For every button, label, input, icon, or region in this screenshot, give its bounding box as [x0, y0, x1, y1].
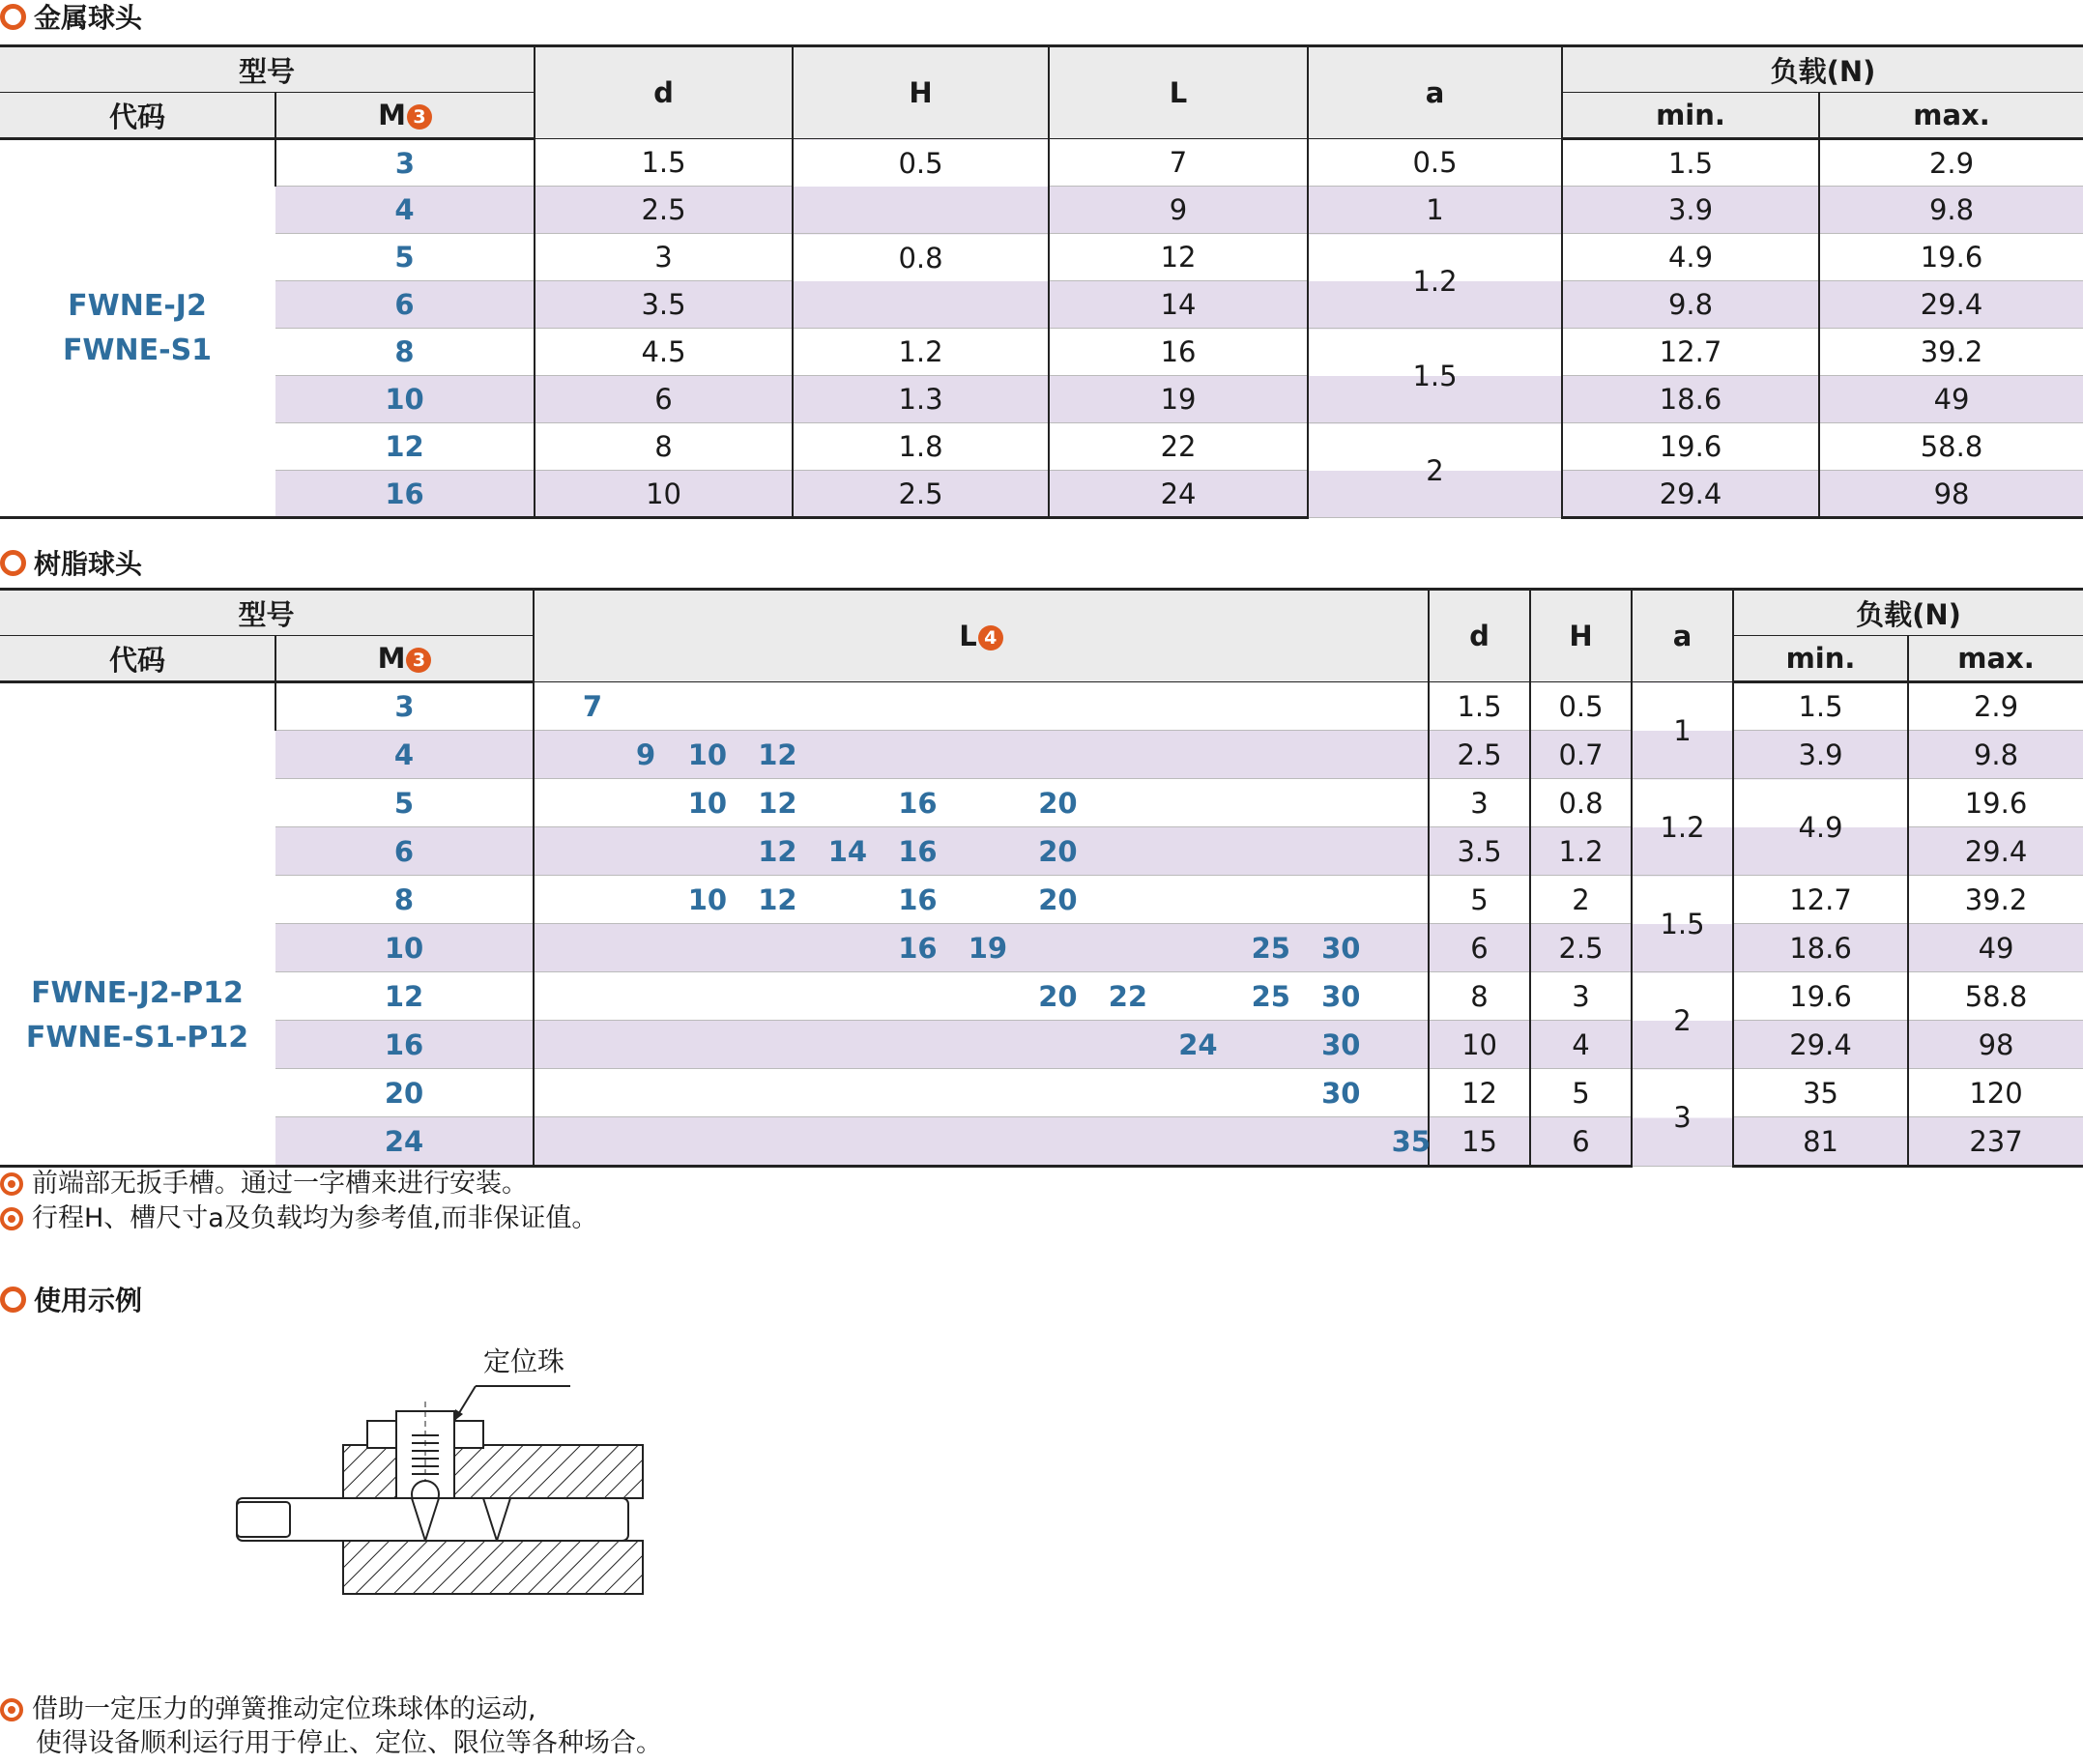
- note-2-text: 行程H、槽尺寸a及负载均为参考值,而非保证值。: [32, 1203, 598, 1233]
- table-row: [0, 1117, 2083, 1167]
- table-row: [0, 139, 2083, 187]
- cell-min: 1.5: [1562, 139, 1819, 187]
- header-model: 型号: [0, 590, 534, 636]
- table-row: [0, 234, 2083, 281]
- L-value: 12: [758, 834, 797, 868]
- header-d: d: [535, 46, 793, 139]
- table-row: [0, 1069, 2083, 1117]
- cell-H: 0.5: [793, 139, 1049, 234]
- target-bullet-icon: [0, 1698, 23, 1721]
- L-value: 16: [898, 786, 938, 820]
- cell-min: 1.5: [1733, 682, 1908, 731]
- header-a: a: [1308, 46, 1562, 139]
- L-value: 10: [687, 786, 728, 820]
- cell-m: 8: [275, 329, 535, 376]
- resin-ball-spec-table: [0, 588, 2083, 1168]
- cell-m: 3: [275, 682, 534, 731]
- header-H: H: [793, 46, 1049, 139]
- L-value: 14: [827, 834, 868, 868]
- circle-bullet-icon: [0, 4, 26, 30]
- cell-a: 2: [1632, 972, 1733, 1069]
- cell-d: 6: [535, 376, 793, 423]
- bottom-note-1: [0, 1693, 536, 1726]
- cell-min: 19.6: [1562, 423, 1819, 471]
- L-value: 30: [1321, 979, 1361, 1013]
- cell-L-values: [534, 1069, 1429, 1117]
- cell-H: 1.2: [1530, 827, 1632, 876]
- model-code: FWNE-J2: [68, 288, 207, 323]
- cell-max: 2.9: [1819, 139, 2083, 187]
- cell-L-values: [534, 924, 1429, 972]
- L-value: 12: [758, 882, 797, 916]
- cell-max: 237: [1908, 1117, 2083, 1167]
- cell-min: 19.6: [1733, 972, 1908, 1021]
- cell-d: 3: [535, 234, 793, 281]
- cell-m: 24: [275, 1117, 534, 1167]
- cell-a: 1.5: [1308, 329, 1562, 423]
- cell-d: 4.5: [535, 329, 793, 376]
- usage-section-title: [0, 1283, 142, 1316]
- usage-example-diagram: [222, 1344, 657, 1614]
- cell-H: 0.5: [1530, 682, 1632, 731]
- cell-a: 1.2: [1632, 779, 1733, 876]
- cell-L: 19: [1049, 376, 1308, 423]
- cell-L-values: [534, 682, 1429, 731]
- diagram-label: 定位珠: [483, 1345, 565, 1377]
- header-load: 负载(N): [1733, 590, 2083, 636]
- cell-min: 29.4: [1733, 1021, 1908, 1069]
- cell-d: 6: [1429, 924, 1530, 972]
- cell-min: 3.9: [1733, 731, 1908, 779]
- cell-H: 3: [1530, 972, 1632, 1021]
- cell-H: 0.7: [1530, 731, 1632, 779]
- cell-H: 6: [1530, 1117, 1632, 1167]
- cell-max: 49: [1819, 376, 2083, 423]
- cell-L-values: [534, 827, 1429, 876]
- table-row: [0, 972, 2083, 1021]
- cell-max: 39.2: [1908, 876, 2083, 924]
- target-bullet-icon: [0, 1207, 23, 1230]
- table-row: [0, 329, 2083, 376]
- model-code: FWNE-J2-P12: [31, 976, 244, 1010]
- cell-max: 120: [1908, 1069, 2083, 1117]
- cell-d: 3.5: [535, 281, 793, 329]
- L-value: 20: [1038, 786, 1078, 820]
- cell-m: 10: [275, 376, 535, 423]
- cell-d: 15: [1429, 1117, 1530, 1167]
- header-model: 型号: [0, 46, 535, 93]
- cell-m: 5: [275, 234, 535, 281]
- L-value: 12: [758, 737, 797, 771]
- cell-L: 24: [1049, 471, 1308, 518]
- L-value: 16: [898, 882, 938, 916]
- cell-L: 22: [1049, 423, 1308, 471]
- cell-H: 0.8: [793, 234, 1049, 329]
- note-1: [0, 1168, 528, 1200]
- cell-m: 6: [275, 281, 535, 329]
- table-row: [0, 471, 2083, 518]
- header-L: L: [1049, 46, 1308, 139]
- header-load: 负载(N): [1562, 46, 2083, 93]
- cell-H: 5: [1530, 1069, 1632, 1117]
- usage-section-title-text: 使用示例: [34, 1285, 143, 1316]
- L-value: 9: [636, 737, 656, 771]
- note-1-text: 前端部无扳手槽。通过一字槽来进行安装。: [32, 1169, 528, 1199]
- cell-m: 20: [275, 1069, 534, 1117]
- cell-a: 0.5: [1308, 139, 1562, 187]
- cell-L: 9: [1049, 187, 1308, 234]
- header-m: M 3: [275, 93, 535, 139]
- L-value: 20: [1038, 882, 1078, 916]
- cell-max: 98: [1819, 471, 2083, 518]
- cell-max: 98: [1908, 1021, 2083, 1069]
- cell-min: 29.4: [1562, 471, 1819, 518]
- cell-m: 16: [275, 471, 535, 518]
- note-2: [0, 1202, 597, 1235]
- cell-d: 1.5: [1429, 682, 1530, 731]
- cell-max: 29.4: [1819, 281, 2083, 329]
- target-bullet-icon: [0, 1172, 23, 1196]
- cell-L: 12: [1049, 234, 1308, 281]
- header-max: max.: [1908, 636, 2083, 682]
- cell-min: 81: [1733, 1117, 1908, 1167]
- table-row: [0, 423, 2083, 471]
- model-code: FWNE-S1: [62, 333, 213, 367]
- metal-ball-spec-table: [0, 44, 2083, 519]
- resin-section-title-text: 树脂球头: [34, 548, 143, 580]
- header-min: min.: [1562, 93, 1819, 139]
- cell-a: 1: [1308, 187, 1562, 234]
- cell-max: 9.8: [1908, 731, 2083, 779]
- cell-H: 2: [1530, 876, 1632, 924]
- L-value: 16: [898, 931, 938, 965]
- L-value: 7: [582, 689, 603, 723]
- header-max: max.: [1819, 93, 2083, 139]
- cell-m: 12: [275, 423, 535, 471]
- header-a: a: [1632, 590, 1733, 682]
- metal-section-title: [0, 0, 142, 33]
- cell-L: 14: [1049, 281, 1308, 329]
- resin-section-title: [0, 546, 142, 579]
- cell-min: 18.6: [1562, 376, 1819, 423]
- L-value: 24: [1178, 1027, 1218, 1061]
- cell-a: 1.5: [1632, 876, 1733, 972]
- metal-section-title-text: 金属球头: [34, 2, 143, 34]
- bottom-note-1-text: 借助一定压力的弹簧推动定位珠球体的运动,: [32, 1694, 536, 1724]
- cell-max: 58.8: [1819, 423, 2083, 471]
- cell-d: 3.5: [1429, 827, 1530, 876]
- cell-max: 2.9: [1908, 682, 2083, 731]
- cell-min: 9.8: [1562, 281, 1819, 329]
- cell-max: 58.8: [1908, 972, 2083, 1021]
- L-value: 19: [968, 931, 1008, 965]
- model-code-cell: [0, 682, 275, 1167]
- cell-d: 5: [1429, 876, 1530, 924]
- table-row: [0, 876, 2083, 924]
- cell-max: 19.6: [1908, 779, 2083, 827]
- cell-m: 10: [275, 924, 534, 972]
- cell-H: 1.8: [793, 423, 1049, 471]
- cell-L-values: [534, 972, 1429, 1021]
- cell-m: 5: [275, 779, 534, 827]
- header-code: 代码: [0, 636, 275, 682]
- cell-min: 18.6: [1733, 924, 1908, 972]
- header-min: min.: [1733, 636, 1908, 682]
- table-row: [0, 924, 2083, 972]
- cell-d: 12: [1429, 1069, 1530, 1117]
- cell-H: 2.5: [793, 471, 1049, 518]
- table-row: [0, 779, 2083, 827]
- note-4-badge: 4: [978, 625, 1003, 651]
- cell-H: 0.8: [1530, 779, 1632, 827]
- L-value: 16: [898, 834, 938, 868]
- L-value: 20: [1038, 834, 1078, 868]
- bottom-note-2-text: 使得设备顺利运行用于停止、定位、限位等各种场合。: [36, 1728, 662, 1758]
- cell-d: 8: [535, 423, 793, 471]
- cell-min: 4.9: [1562, 234, 1819, 281]
- note-3-badge: 3: [406, 648, 431, 673]
- header-d: d: [1429, 590, 1530, 682]
- cell-d: 8: [1429, 972, 1530, 1021]
- cell-min: 12.7: [1562, 329, 1819, 376]
- header-H: H: [1530, 590, 1632, 682]
- cell-min: 12.7: [1733, 876, 1908, 924]
- L-value: 22: [1108, 979, 1148, 1013]
- cell-a: 1: [1632, 682, 1733, 779]
- cell-max: 29.4: [1908, 827, 2083, 876]
- cell-m: 16: [275, 1021, 534, 1069]
- cell-H: 1.3: [793, 376, 1049, 423]
- L-value: 30: [1321, 1076, 1361, 1110]
- table-row: [0, 1021, 2083, 1069]
- cell-H: 2.5: [1530, 924, 1632, 972]
- header-L: L 4: [534, 590, 1429, 682]
- L-value: 10: [687, 737, 728, 771]
- cell-max: 19.6: [1819, 234, 2083, 281]
- cell-m: 4: [275, 731, 534, 779]
- circle-bullet-icon: [0, 1287, 26, 1313]
- L-value: 25: [1251, 931, 1290, 965]
- cell-d: 10: [1429, 1021, 1530, 1069]
- cell-min: 3.9: [1562, 187, 1819, 234]
- cell-L-values: [534, 1021, 1429, 1069]
- circle-bullet-icon: [0, 550, 26, 576]
- cell-H: 4: [1530, 1021, 1632, 1069]
- cell-d: 2.5: [1429, 731, 1530, 779]
- model-code-cell: [0, 139, 275, 518]
- L-value: 30: [1321, 1027, 1361, 1061]
- note-3-badge: 3: [407, 104, 432, 130]
- cell-max: 49: [1908, 924, 2083, 972]
- table-row: [0, 682, 2083, 731]
- cell-m: 4: [275, 187, 535, 234]
- cell-L-values: [534, 731, 1429, 779]
- cell-d: 1.5: [535, 139, 793, 187]
- cell-H: 1.2: [793, 329, 1049, 376]
- cell-d: 2.5: [535, 187, 793, 234]
- cell-m: 8: [275, 876, 534, 924]
- cell-a: 1.2: [1308, 234, 1562, 329]
- header-m: M 3: [275, 636, 534, 682]
- L-value: 30: [1321, 931, 1361, 965]
- cell-a: 2: [1308, 423, 1562, 518]
- cell-m: 3: [275, 139, 535, 187]
- L-value: 25: [1251, 979, 1290, 1013]
- table-row: [0, 731, 2083, 779]
- cell-a: 3: [1632, 1069, 1733, 1167]
- cell-L-values: [534, 779, 1429, 827]
- cell-max: 39.2: [1819, 329, 2083, 376]
- cell-d: 3: [1429, 779, 1530, 827]
- model-code: FWNE-S1-P12: [25, 1021, 249, 1055]
- cell-m: 12: [275, 972, 534, 1021]
- cell-min: 35: [1733, 1069, 1908, 1117]
- L-value: 12: [758, 786, 797, 820]
- cell-max: 9.8: [1819, 187, 2083, 234]
- cell-L-values: [534, 876, 1429, 924]
- cell-L-values: [534, 1117, 1429, 1167]
- L-value: 35: [1391, 1124, 1431, 1158]
- cell-d: 10: [535, 471, 793, 518]
- header-code: 代码: [0, 93, 275, 139]
- cell-L: 16: [1049, 329, 1308, 376]
- cell-min: 4.9: [1733, 779, 1908, 876]
- cell-m: 6: [275, 827, 534, 876]
- L-value: 20: [1038, 979, 1078, 1013]
- L-value: 10: [687, 882, 728, 916]
- cell-L: 7: [1049, 139, 1308, 187]
- table-row: [0, 376, 2083, 423]
- bottom-note-2: [36, 1727, 662, 1760]
